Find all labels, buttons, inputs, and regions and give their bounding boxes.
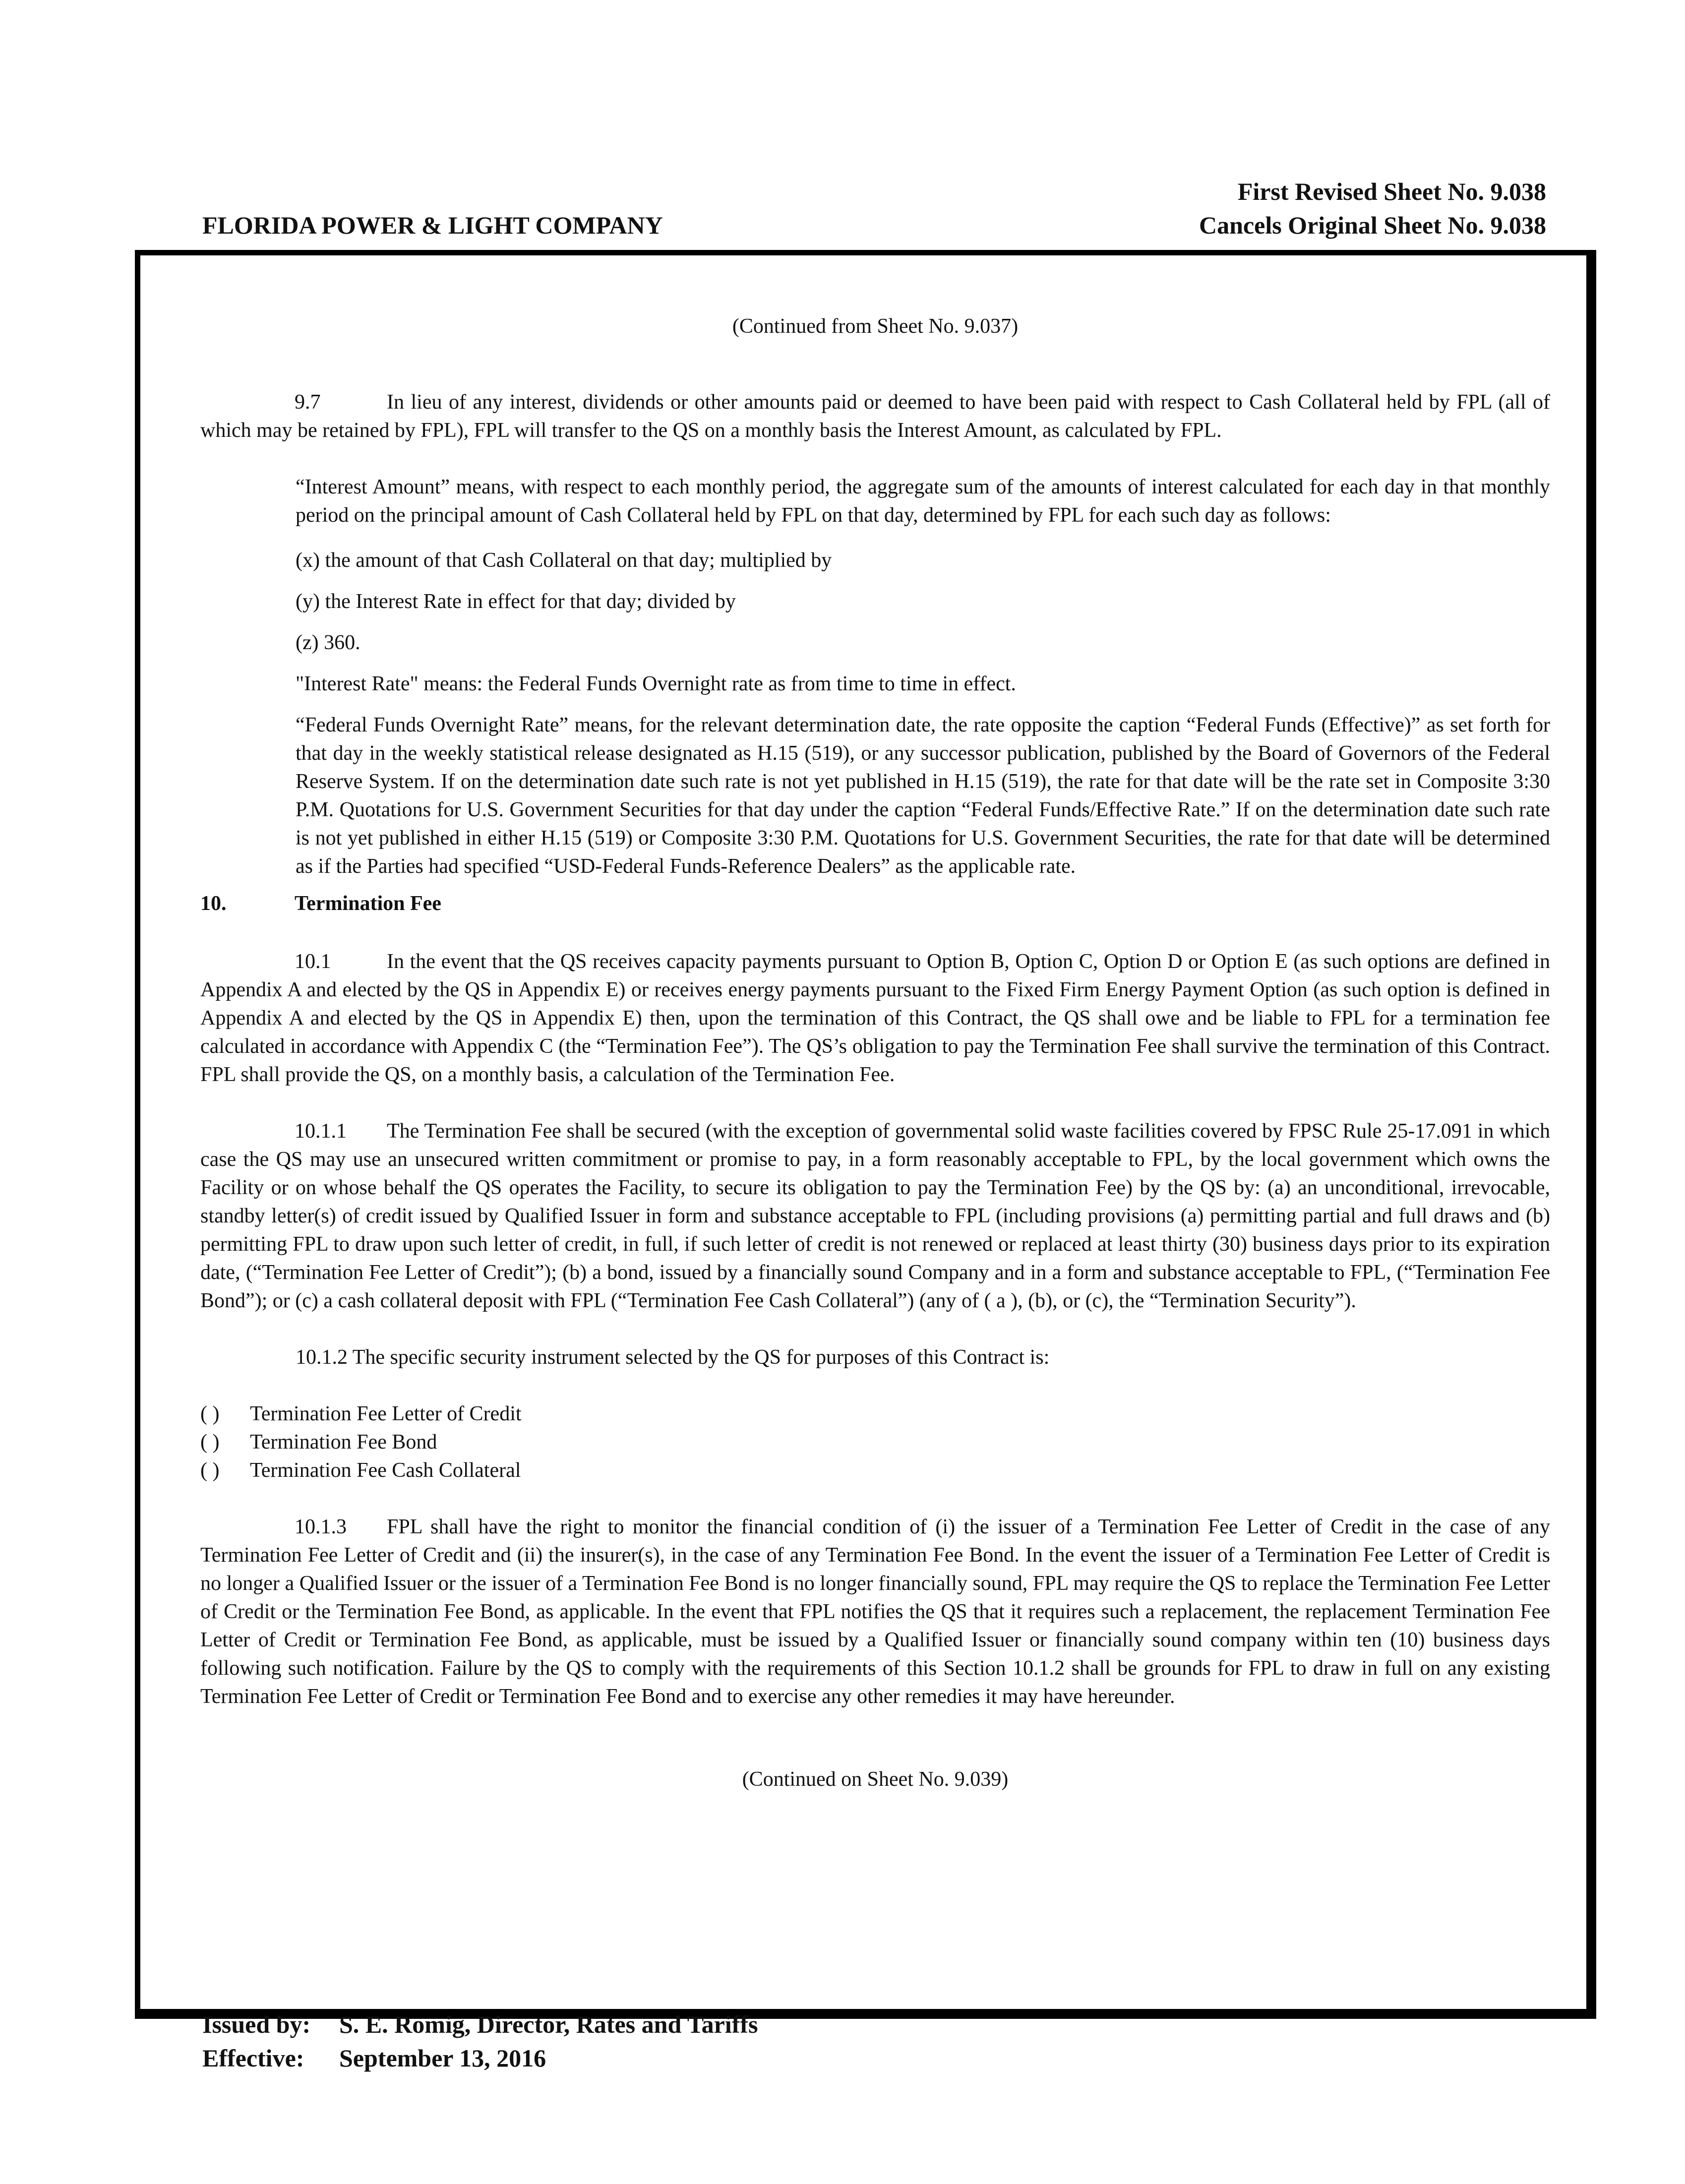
- federal-funds-rate-definition: “Federal Funds Overnight Rate” means, for the relevant determination date, the rate opposite the caption “Federal Funds (Effective)” as set forth for that day in the weekly statistical release designated as H.15 (519), or any successor publication, published by the Board of Governors of the Federal Reserve System. If on the determination date such rate is not yet published in H.15 (519), the rate for that date will be the rate set in Composite 3:30 P.M. Quotations for U.S. Government Securities for that day under the caption “Federal Funds/Effective Rate.” If on the determination date such rate is not yet published in either H.15 (519) or Composite 3:30 P.M. Quotations for U.S. Government Securities, the rate for that date will be determined as if the Parties had specified “USD-Federal Funds-Reference Dealers” as the applicable rate.: [296, 714, 1550, 878]
- company-name: FLORIDA POWER & LIGHT COMPANY: [202, 211, 663, 239]
- security-option: [200, 1400, 1550, 1428]
- section-number: 9.7: [295, 391, 321, 414]
- section-title: Termination Fee: [295, 892, 441, 915]
- section-10-1-3: [200, 1513, 1550, 1711]
- section-9-7: [200, 388, 1550, 445]
- checkbox[interactable]: ( ): [200, 1459, 220, 1482]
- formula-y: (y) the Interest Rate in effect for that day; divided by: [296, 590, 736, 613]
- sheet-revised: First Revised Sheet No. 9.038: [1237, 178, 1546, 205]
- document-body: [200, 312, 1550, 1794]
- security-option-list: [200, 1400, 1550, 1485]
- footer: [202, 2007, 758, 2075]
- section-number: 10.1.3: [295, 1516, 347, 1538]
- formula-x: (x) the amount of that Cash Collateral on that day; multiplied by: [296, 549, 832, 572]
- checkbox[interactable]: ( ): [200, 1431, 220, 1454]
- issued-by-value: S. E. Romig, Director, Rates and Tariffs: [339, 2010, 758, 2038]
- continued-from: (Continued from Sheet No. 9.037): [732, 315, 1019, 338]
- sheet-cancels: Cancels Original Sheet No. 9.038: [1199, 211, 1546, 239]
- security-option: [200, 1428, 1550, 1456]
- section-10-1-2: 10.1.2 The specific security instrument selected by the QS for purposes of this Contract is:: [296, 1346, 1050, 1369]
- issued-by-label: Issued by:: [202, 2010, 311, 2038]
- sheet-number-block: [1199, 175, 1546, 242]
- checkbox[interactable]: ( ): [200, 1402, 220, 1425]
- section-text: In lieu of any interest, dividends or other amounts paid or deemed to have been paid with respect to Cash Collateral held by FPL (all of which may be retained by FPL), FPL will transfer to the QS on a monthly basis the Interest Amount, as calculated by FPL.: [200, 391, 1550, 442]
- option-label: Termination Fee Cash Collateral: [250, 1459, 521, 1482]
- section-10-heading: [200, 890, 1550, 918]
- security-option: [200, 1456, 1550, 1485]
- effective-label: Effective:: [202, 2044, 304, 2072]
- section-number: 10.: [200, 892, 227, 915]
- section-number: 10.1: [295, 950, 331, 973]
- interest-rate-definition: "Interest Rate" means: the Federal Funds Overnight rate as from time to time in effect.: [296, 672, 1016, 695]
- interest-amount-definition: “Interest Amount” means, with respect to each monthly period, the aggregate sum of the amounts of interest calculated for each day in that monthly period on the principal amount of Cash Collateral held by FPL on that day, determined by FPL for each such day as follows:: [296, 476, 1550, 527]
- effective-value: September 13, 2016: [339, 2044, 546, 2072]
- section-number: 10.1.1: [295, 1120, 347, 1143]
- issued-by: [202, 2007, 758, 2041]
- formula-z: (z) 360.: [296, 631, 361, 654]
- section-text: In the event that the QS receives capacity payments pursuant to Option B, Option C, Option D or Option E (as such options are defined in Appendix A and elected by the QS in Appendix E) or receives energy payments pursuant to the Fixed Firm Energy Payment Option (as such option is defined in Appendix A and elected by the QS in Appendix E) then, upon the termination of this Contract, the QS shall owe and be liable to FPL for a termination fee calculated in accordance with Appendix C (the “Termination Fee”). The QS’s obligation to pay the Termination Fee shall survive the termination of this Contract. FPL shall provide the QS, on a monthly basis, a calculation of the Termination Fee.: [200, 950, 1550, 1086]
- continued-on: (Continued on Sheet No. 9.039): [742, 1768, 1009, 1791]
- section-text: The Termination Fee shall be secured (with the exception of governmental solid waste facilities covered by FPSC Rule 25-17.091 in which case the QS may use an unsecured written commitment or promise to pay, in a form reasonably acceptable to FPL, by the local government which owns the Facility or on whose behalf the QS operates the Facility, to secure its obligation to pay the Termination Fee) by the QS by: (a) an unconditional, irrevocable, standby letter(s) of credit issued by Qualified Issuer in form and substance acceptable to FPL (including provisions (a) permitting partial and full draws and (b) permitting FPL to draw upon such letter of credit, in full, if such letter of credit is not renewed or replaced at least thirty (30) business days prior to its expiration date, (“Termination Fee Letter of Credit”); (b) a bond, issued by a financially sound Company and in a form and substance acceptable to FPL, (“Termination Fee Bond”); or (c) a cash collateral deposit with FPL (“Termination Fee Cash Collateral”) (any of ( a ), (b), or (c), the “Termination Security”).: [200, 1120, 1550, 1312]
- option-label: Termination Fee Bond: [250, 1431, 437, 1454]
- effective-date: [202, 2041, 758, 2075]
- option-label: Termination Fee Letter of Credit: [250, 1402, 522, 1425]
- section-10-1: [200, 948, 1550, 1089]
- section-text: FPL shall have the right to monitor the financial condition of (i) the issuer of a Termination Fee Letter of Credit in the case of any Termination Fee Letter of Credit and (ii) the insurer(s), in the case of any Termination Fee Bond. In the event the issuer of a Termination Fee Letter of Credit is no longer a Qualified Issuer or the issuer of a Termination Fee Bond is no longer financially sound, FPL may require the QS to replace the Termination Fee Letter of Credit or the Termination Fee Bond, as applicable. In the event that FPL notifies the QS that it requires such a replacement, the replacement Termination Fee Letter of Credit or Termination Fee Bond, as applicable, must be issued by a Qualified Issuer or financially sound company within ten (10) business days following such notification. Failure by the QS to comply with the requirements of this Section 10.1.2 shall be grounds for FPL to draw in full on any existing Termination Fee Letter of Credit or Termination Fee Bond and to exercise any other remedies it may have hereunder.: [200, 1516, 1550, 1708]
- section-10-1-1: [200, 1117, 1550, 1315]
